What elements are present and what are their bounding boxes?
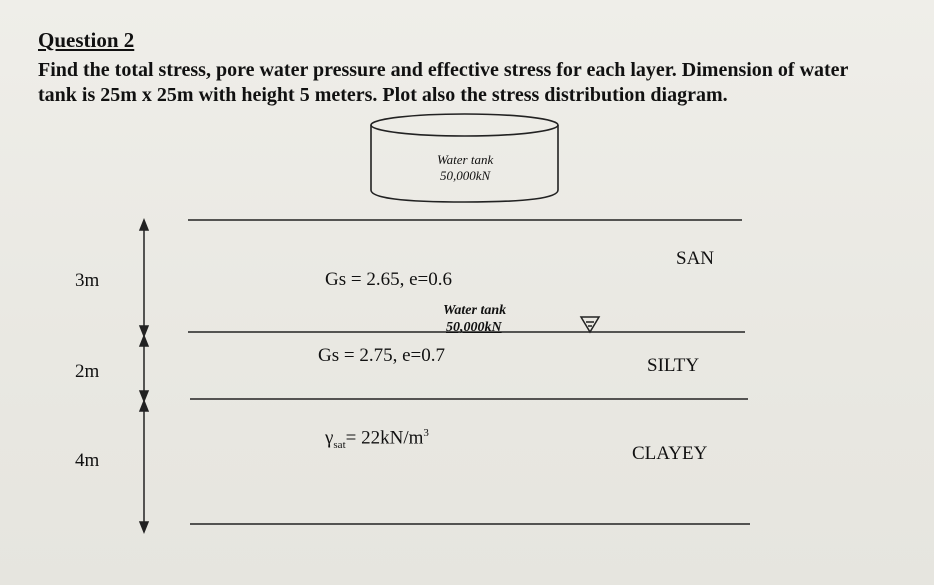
thickness-label-layer1: 3m: [75, 270, 100, 291]
dimension-arrow-4m: [140, 401, 148, 532]
tank-load-mid: 50,000kN: [446, 320, 502, 335]
tank-label-top: Water tank: [437, 152, 494, 167]
layer1-properties: Gs = 2.65, e=0.6: [325, 269, 452, 290]
question-title: Question 2: [38, 28, 135, 52]
gamma-symbol: γ: [325, 427, 334, 449]
layer2-properties: Gs = 2.75, e=0.7: [318, 345, 445, 366]
thickness-label-layer2: 2m: [75, 361, 100, 382]
gamma-value: = 22kN/m: [345, 427, 424, 449]
thickness-label-layer3: 4m: [75, 450, 100, 471]
tank-load-top: 50,000kN: [440, 168, 491, 183]
soil-name-layer3: CLAYEY: [632, 443, 708, 464]
question-text: Find the total stress, pore water pressure and effective stress for each layer. Dimension of water tank is 25m x 25m with height 5 meters. Plot also the stress distribution diagram.: [38, 59, 849, 106]
unit-superscript: 3: [423, 427, 429, 439]
tank-label-mid: Water tank: [443, 303, 507, 318]
layer3-properties: [325, 427, 429, 451]
gamma-subscript: sat: [333, 439, 346, 452]
dimension-arrow-3m: [140, 220, 148, 336]
soil-name-layer2: SILTY: [647, 355, 700, 376]
dimension-arrow-2m: [140, 336, 148, 401]
soil-name-layer1: SAN: [676, 248, 715, 269]
water-table-icon: [581, 317, 599, 332]
